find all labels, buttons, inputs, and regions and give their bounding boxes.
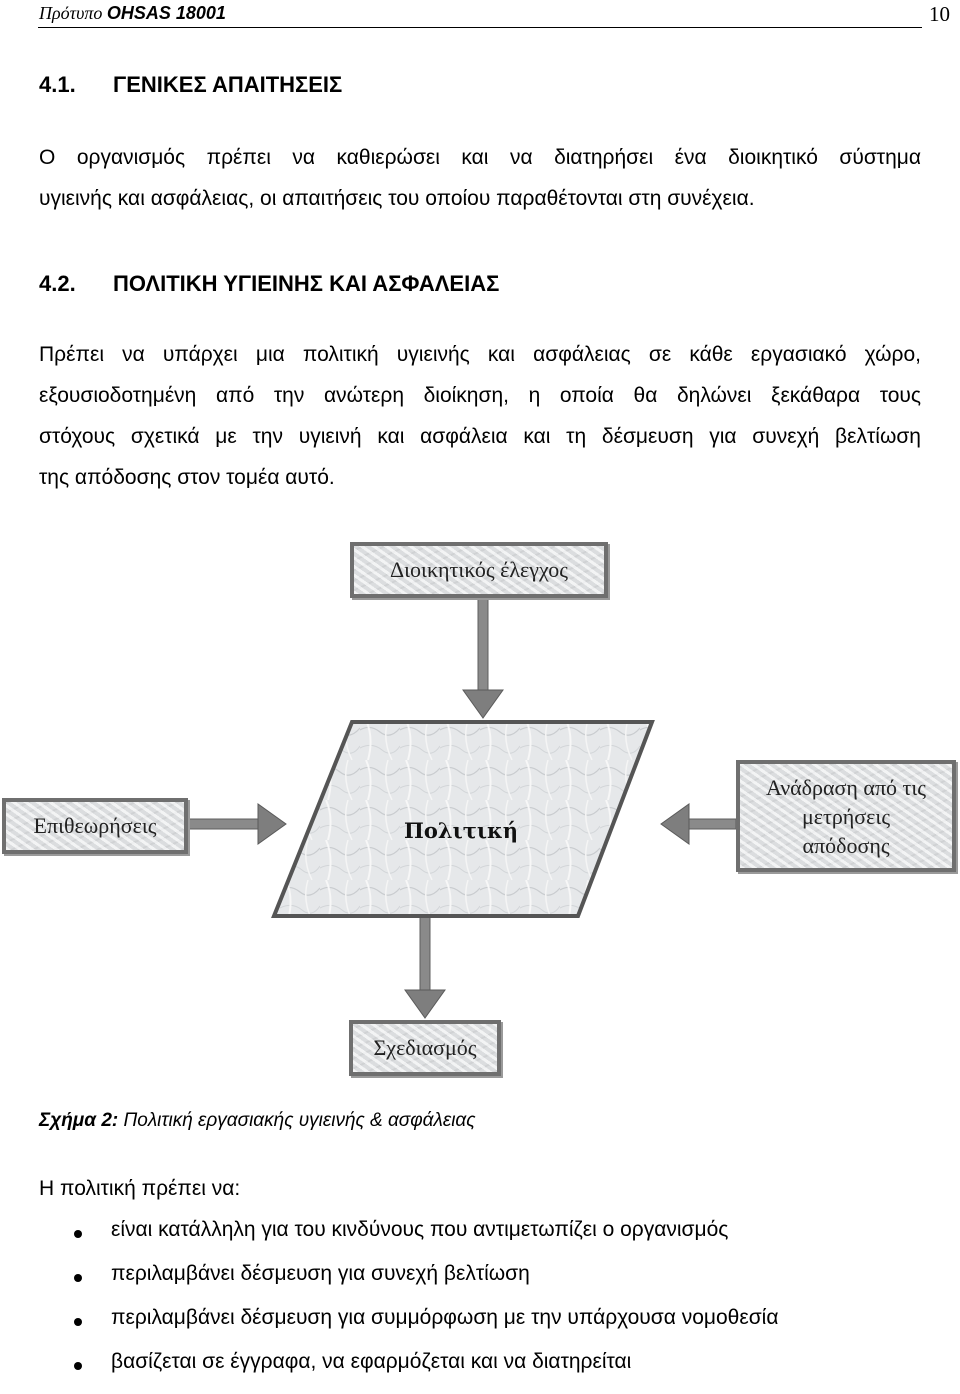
caption-label: Σχήμα 2:	[39, 1110, 119, 1131]
paragraph-line: υγιεινής και ασφάλειας, οι απαιτήσεις του οποίου παραθέτονται στη συνέχεια.	[39, 187, 755, 210]
arrow-left-to-center	[189, 804, 286, 844]
inspections-box	[2, 798, 188, 854]
paragraph-line: της απόδοσης στον τομέα αυτό.	[39, 466, 335, 489]
paragraph-line: Ο οργανισμός πρέπει να καθιερώσει και να διατηρήσει ένα διοικητικό σύστημα	[39, 146, 921, 169]
bullet-icon	[74, 1362, 82, 1370]
bullet-icon	[74, 1274, 82, 1282]
section-title: ΓΕΝΙΚΕΣ ΑΠΑΙΤΗΣΕΙΣ	[113, 72, 343, 97]
page-number: 10	[929, 2, 950, 26]
section-title: ΠΟΛΙΤΙΚΗ ΥΓΙΕΙΝΗΣ ΚΑΙ ΑΣΦΑΛΕΙΑΣ	[113, 271, 500, 296]
section-number: 4.2.	[39, 271, 76, 296]
section-number: 4.1.	[39, 72, 76, 97]
planning-box	[349, 1020, 501, 1076]
management-review-box	[350, 542, 608, 598]
feedback-label-line: μετρήσεις	[801, 803, 891, 829]
feedback-label-line: Ανάδραση από τις	[765, 774, 927, 800]
paragraph-line: στόχους σχετικά με την υγιεινή και ασφάλεια και τη δέσμευση για συνεχή βελτίωση	[39, 425, 921, 448]
figure-caption	[39, 1110, 476, 1132]
paragraph-line: Πρέπει να υπάρχει μια πολιτική υγιεινής και ασφάλειας σε κάθε εργασιακό χώρο,	[39, 343, 921, 366]
bullet-icon	[74, 1318, 82, 1326]
planning-label: Σχεδιασμός	[373, 1035, 477, 1060]
bullet-icon	[74, 1230, 82, 1238]
policy-label: Πολιτική	[404, 818, 519, 843]
list-intro: Η πολιτική πρέπει να:	[39, 1177, 241, 1200]
feedback-box	[736, 760, 956, 872]
arrow-center-to-bottom	[405, 916, 445, 1018]
arrow-right-to-center	[661, 804, 736, 844]
header-standard: OHSAS 18001	[106, 3, 226, 23]
header-prefix: Πρότυπο	[39, 3, 103, 23]
feedback-label-line: απόδοσης	[802, 832, 890, 858]
caption-text: Πολιτική εργασιακής υγιεινής & ασφάλειας	[123, 1110, 476, 1131]
paragraph-line: εξουσιοδοτημένη από την ανώτερη διοίκηση, η οποία θα δηλώνει ξεκάθαρα τους	[39, 384, 921, 407]
inspections-label: Επιθεωρήσεις	[33, 813, 157, 838]
arrow-top-to-center	[463, 598, 503, 718]
management-review-label: Διοικητικός έλεγχος	[389, 557, 568, 582]
